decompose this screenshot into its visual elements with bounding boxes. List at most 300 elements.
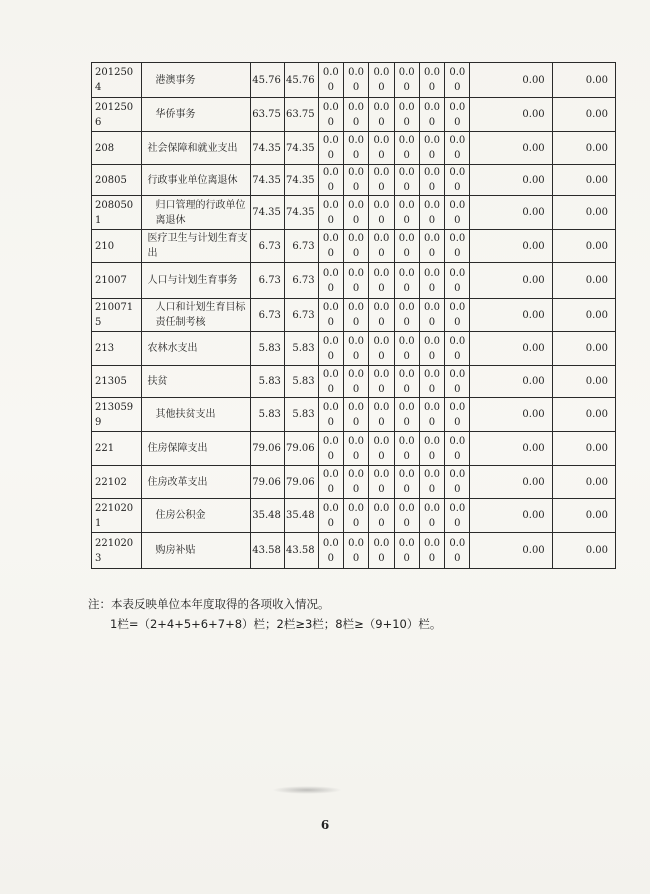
split-part: 0 [454,82,461,93]
split-part: 0.0 [348,233,365,244]
row-zero-cell [369,263,394,299]
row-zero-cell [445,466,470,499]
row-zero-cell [318,299,343,332]
split-part: 0 [403,350,410,362]
row-amount-c2: 5.83 [284,332,318,366]
row-amount-c9: 0.00 [470,466,552,499]
row-code [92,332,142,366]
row-zero-cell [445,432,470,466]
split-part: 0 [352,182,360,193]
row-zero-cell [419,398,444,432]
row-zero-cell [318,63,343,98]
row-zero-cell [394,263,419,299]
table-row [92,466,616,499]
row-zero-cell [445,398,470,432]
table-row [92,366,616,398]
table-row [92,398,616,432]
row-amount-c1: 45.76 [251,63,285,98]
row-amount-c9: 0.00 [470,196,552,230]
split-part: 0.0 [424,101,440,113]
split-part: 0.0 [373,167,390,178]
split-part: 0.0 [398,199,415,211]
row-amount-c10: 0.00 [552,499,615,533]
row-amount-c1: 5.83 [251,366,285,398]
code-part: 201250 [95,101,134,113]
split-part: 0 [454,150,461,161]
row-amount-c1: 6.73 [251,230,285,263]
split-part: 0 [352,350,360,362]
split-part: 0.0 [373,469,390,480]
split-part: 0.0 [348,469,365,480]
table-row [92,196,616,230]
row-amount-c10: 0.00 [552,398,615,432]
split-part: 0 [454,450,461,462]
code-part: 3 [95,552,102,564]
code-part: 201250 [95,67,134,78]
row-item-name: 归口管理的行政单位离退休 [141,196,251,230]
split-part: 0 [378,450,385,462]
row-amount-c10: 0.00 [552,63,615,98]
split-part: 0 [454,484,461,495]
split-part: 0 [403,282,410,294]
split-part: 0 [327,116,334,128]
split-part: 0 [327,517,334,529]
split-part: 0.0 [373,502,390,514]
table-body [92,63,616,569]
split-part: 0.0 [373,199,390,211]
split-part: 0 [327,416,334,428]
split-part: 0.0 [449,502,466,514]
split-part: 0.0 [424,67,440,78]
code-part: 210 [95,240,115,252]
split-part: 0 [428,484,436,495]
split-part: 0 [327,150,334,161]
row-zero-cell [343,165,368,196]
split-part: 0 [327,182,334,193]
split-part: 0.0 [348,135,365,146]
split-part: 0 [428,248,436,259]
row-zero-cell [318,165,343,196]
row-zero-cell [394,165,419,196]
split-part: 0 [378,552,385,564]
code-part: 213059 [95,401,134,413]
split-part: 0.0 [348,368,365,380]
row-zero-cell [419,299,444,332]
split-part: 0.0 [398,401,415,413]
split-part: 0.0 [322,233,339,244]
page-number: 6 [320,818,330,832]
row-code [92,165,142,196]
row-zero-cell [445,196,470,230]
row-zero-cell [394,432,419,466]
row-zero-cell [369,398,394,432]
code-part: 221020 [95,537,134,549]
row-code [92,98,142,132]
split-part: 0.0 [398,335,415,347]
row-amount-c2: 6.73 [284,263,318,299]
row-zero-cell [318,499,343,533]
row-amount-c2: 74.35 [284,196,318,230]
row-zero-cell [419,98,444,132]
row-amount-c9: 0.00 [470,398,552,432]
row-zero-cell [419,132,444,165]
split-part: 0 [428,182,436,193]
row-amount-c1: 5.83 [251,332,285,366]
split-part: 0 [327,350,334,362]
row-item-name: 华侨事务 [141,98,251,132]
row-code [92,263,142,299]
row-zero-cell [419,533,444,569]
split-part: 0.0 [322,401,339,413]
row-amount-c9: 0.00 [470,98,552,132]
split-part: 0.0 [348,335,365,347]
note-line-2: 1栏=（2+4+5+6+7+8）栏；2栏≥3栏；8栏≥（9+10）栏。 [110,617,442,631]
split-part: 0.0 [322,302,339,313]
split-part: 0.0 [449,335,466,347]
split-part: 0.0 [322,167,339,178]
split-part: 0 [327,484,334,495]
split-part: 0.0 [373,401,390,413]
split-part: 0 [352,383,360,395]
row-zero-cell [369,332,394,366]
row-zero-cell [369,466,394,499]
code-part: 21305 [95,376,127,387]
row-amount-c1: 79.06 [251,466,285,499]
split-part: 0 [352,116,360,128]
table-row [92,299,616,332]
split-part: 0 [428,214,436,226]
split-part: 0.0 [424,267,440,279]
split-part: 0 [428,82,436,93]
row-code [92,230,142,263]
row-code [92,366,142,398]
split-part: 0 [352,317,360,328]
table-row [92,533,616,569]
row-code [92,499,142,533]
split-part: 0 [403,517,410,529]
row-code [92,466,142,499]
row-zero-cell [318,230,343,263]
row-zero-cell [419,366,444,398]
split-part: 0 [327,214,334,226]
row-zero-cell [445,499,470,533]
split-part: 0 [403,484,410,495]
row-amount-c2: 6.73 [284,230,318,263]
split-part: 0.0 [449,302,466,313]
split-part: 0.0 [449,167,466,178]
split-part: 0.0 [373,335,390,347]
row-item-name: 住房保障支出 [141,432,251,466]
split-part: 0.0 [373,368,390,380]
row-item-name: 住房改革支出 [141,466,251,499]
code-part: 20805 [95,174,127,186]
budget-table [91,62,616,569]
row-zero-cell [318,432,343,466]
row-zero-cell [394,196,419,230]
row-amount-c1: 6.73 [251,263,285,299]
row-zero-cell [369,299,394,332]
row-amount-c10: 0.00 [552,466,615,499]
split-part: 0 [454,248,461,259]
split-part: 0.0 [398,267,415,279]
split-part: 0 [352,552,360,564]
row-amount-c10: 0.00 [552,196,615,230]
row-zero-cell [419,230,444,263]
split-part: 0.0 [373,233,390,244]
row-zero-cell [369,432,394,466]
split-part: 0 [327,317,334,328]
row-code [92,63,142,98]
row-item-name: 住房公积金 [141,499,251,533]
split-part: 0.0 [424,199,440,211]
row-amount-c2: 43.58 [284,533,318,569]
split-part: 0.0 [322,469,339,480]
row-amount-c1: 74.35 [251,165,285,196]
split-part: 0.0 [398,233,415,244]
split-part: 0.0 [449,368,466,380]
table-row [92,499,616,533]
table-row [92,132,616,165]
row-zero-cell [445,533,470,569]
row-zero-cell [369,196,394,230]
split-part: 0.0 [398,537,415,549]
split-part: 0 [378,150,385,161]
row-zero-cell [419,332,444,366]
code-part: 221020 [95,502,134,514]
split-part: 0 [428,416,436,428]
row-zero-cell [369,132,394,165]
split-part: 0.0 [424,233,440,244]
split-part: 0 [378,82,385,93]
split-part: 0 [403,317,410,328]
row-amount-c1: 43.58 [251,533,285,569]
row-zero-cell [394,466,419,499]
split-part: 0 [352,484,360,495]
row-amount-c9: 0.00 [470,332,552,366]
split-part: 0 [327,450,334,462]
row-amount-c2: 6.73 [284,299,318,332]
row-amount-c9: 0.00 [470,230,552,263]
split-part: 0.0 [449,537,466,549]
split-part: 0.0 [398,368,415,380]
split-part: 0 [454,182,461,193]
row-zero-cell [369,98,394,132]
table-row [92,230,616,263]
row-amount-c1: 79.06 [251,432,285,466]
split-part: 0.0 [449,101,466,113]
split-part: 0.0 [424,368,440,380]
row-zero-cell [369,230,394,263]
split-part: 0.0 [373,537,390,549]
split-part: 0 [428,282,436,294]
split-part: 0.0 [398,302,415,313]
split-part: 0.0 [322,435,339,447]
split-part: 0 [403,552,410,564]
row-zero-cell [343,63,368,98]
row-zero-cell [318,398,343,432]
split-part: 0.0 [424,537,440,549]
split-part: 0.0 [322,101,339,113]
split-part: 0 [454,317,461,328]
split-part: 0.0 [348,502,365,514]
split-part: 0 [428,150,436,161]
split-part: 0 [403,416,410,428]
split-part: 0 [378,116,385,128]
split-part: 0 [327,82,334,93]
table-note [88,594,441,634]
split-part: 0 [454,416,461,428]
row-item-name: 扶贫 [141,366,251,398]
row-amount-c2: 74.35 [284,165,318,196]
row-amount-c10: 0.00 [552,299,615,332]
split-part: 0 [378,383,385,395]
row-amount-c9: 0.00 [470,366,552,398]
split-part: 0 [378,214,385,226]
row-amount-c1: 74.35 [251,196,285,230]
row-amount-c9: 0.00 [470,63,552,98]
split-part: 0.0 [449,401,466,413]
row-item-name: 购房补贴 [141,533,251,569]
split-part: 0 [378,350,385,362]
table-row [92,63,616,98]
split-part: 0 [352,517,360,529]
split-part: 0.0 [348,537,365,549]
split-part: 0.0 [348,302,365,313]
split-part: 0 [378,248,385,259]
split-part: 0 [352,282,360,294]
split-part: 0.0 [322,335,339,347]
row-code [92,196,142,230]
split-part: 0.0 [424,502,440,514]
row-zero-cell [318,98,343,132]
row-zero-cell [369,165,394,196]
split-part: 0.0 [398,101,415,113]
split-part: 0.0 [424,167,440,178]
split-part: 0.0 [373,67,390,78]
row-amount-c9: 0.00 [470,533,552,569]
row-item-name: 社会保障和就业支出 [141,132,251,165]
split-part: 0 [454,517,461,529]
ink-smudge [272,786,342,794]
split-part: 0 [327,248,334,259]
split-part: 0 [352,416,360,428]
row-zero-cell [419,165,444,196]
split-part: 0.0 [373,302,390,313]
row-zero-cell [343,366,368,398]
code-part: 208 [95,142,115,154]
split-part: 0 [403,248,410,259]
split-part: 0.0 [398,435,415,447]
split-part: 0.0 [449,267,466,279]
row-amount-c1: 74.35 [251,132,285,165]
split-part: 0 [378,484,385,495]
row-zero-cell [394,533,419,569]
split-part: 0 [454,350,461,362]
note-line-1: 注：本表反映单位本年度取得的各项收入情况。 [88,597,330,611]
row-zero-cell [318,366,343,398]
row-zero-cell [419,263,444,299]
row-zero-cell [369,499,394,533]
table-row [92,263,616,299]
split-part: 0.0 [398,135,415,146]
row-code [92,299,142,332]
split-part: 0 [378,416,385,428]
row-zero-cell [445,332,470,366]
row-zero-cell [419,466,444,499]
code-part: 21007 [95,275,127,286]
split-part: 0.0 [322,199,339,211]
row-zero-cell [394,132,419,165]
split-part: 0.0 [449,435,466,447]
row-zero-cell [318,466,343,499]
row-zero-cell [318,263,343,299]
row-amount-c9: 0.00 [470,165,552,196]
split-part: 0 [403,383,410,395]
row-code [92,132,142,165]
row-zero-cell [343,398,368,432]
table-row [92,332,616,366]
split-part: 0 [403,150,410,161]
split-part: 0 [352,82,360,93]
split-part: 0.0 [398,167,415,178]
row-item-name: 医疗卫生与计划生育支出 [141,230,251,263]
row-zero-cell [419,63,444,98]
code-part: 4 [95,82,102,93]
row-item-name: 人口与计划生育事务 [141,263,251,299]
row-item-name: 农林水支出 [141,332,251,366]
split-part: 0 [378,282,385,294]
split-part: 0 [327,552,334,564]
row-item-name: 行政事业单位离退休 [141,165,251,196]
row-code [92,533,142,569]
row-amount-c10: 0.00 [552,533,615,569]
split-part: 0 [352,150,360,161]
split-part: 0.0 [449,469,466,480]
split-part: 0 [403,214,410,226]
table-row [92,432,616,466]
row-item-name: 人口和计划生育目标责任制考核 [141,299,251,332]
split-part: 0.0 [348,401,365,413]
split-part: 0.0 [424,335,440,347]
split-part: 0.0 [398,502,415,514]
split-part: 0.0 [424,302,440,313]
split-part: 0 [378,182,385,193]
row-amount-c10: 0.00 [552,263,615,299]
split-part: 0 [352,214,360,226]
split-part: 0.0 [398,67,415,78]
row-zero-cell [445,63,470,98]
row-zero-cell [394,332,419,366]
row-amount-c2: 35.48 [284,499,318,533]
split-part: 0.0 [424,135,440,146]
row-item-name: 港澳事务 [141,63,251,98]
row-zero-cell [343,98,368,132]
split-part: 0 [428,317,436,328]
row-zero-cell [394,398,419,432]
split-part: 0 [403,82,410,93]
row-amount-c10: 0.00 [552,366,615,398]
code-part: 1 [95,214,102,226]
row-code [92,432,142,466]
row-zero-cell [369,533,394,569]
row-zero-cell [445,132,470,165]
row-zero-cell [343,432,368,466]
code-part: 210071 [95,302,134,313]
row-zero-cell [318,132,343,165]
row-zero-cell [419,499,444,533]
row-amount-c9: 0.00 [470,132,552,165]
row-zero-cell [343,533,368,569]
